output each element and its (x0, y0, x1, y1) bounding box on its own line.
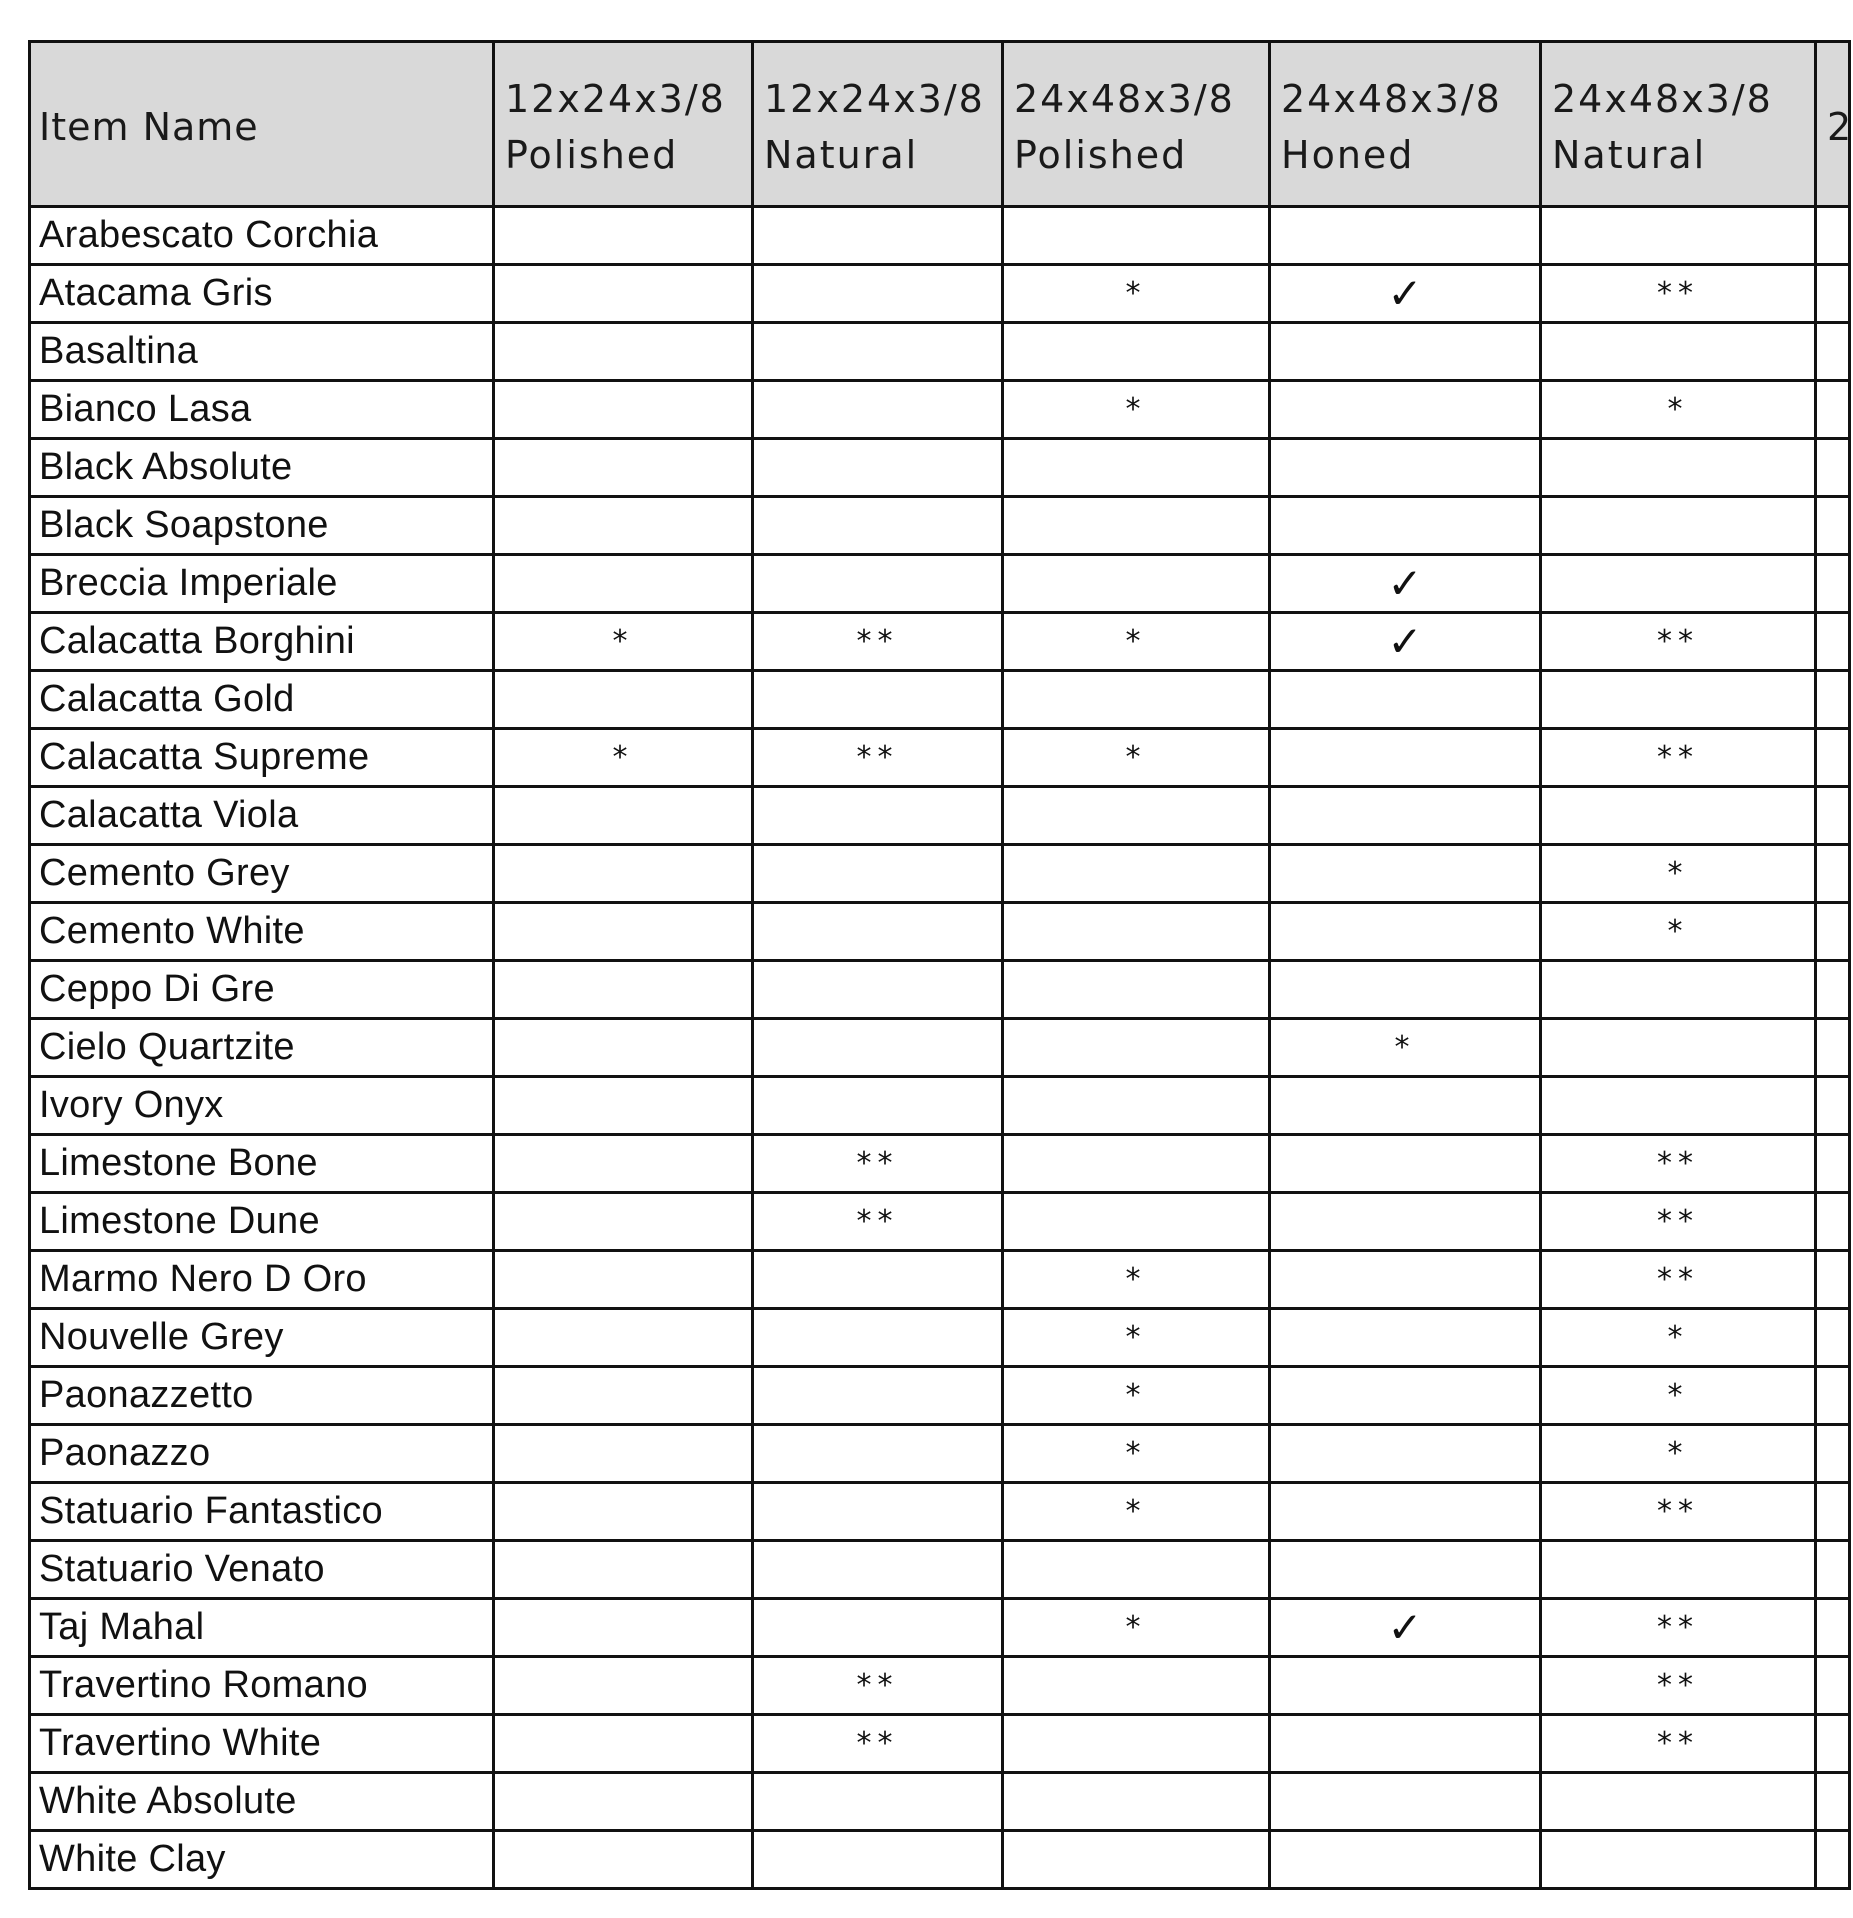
empty-cell (753, 787, 1003, 845)
empty-cell (494, 1019, 753, 1077)
table-row (30, 207, 1850, 265)
table-row (30, 1019, 1850, 1077)
item-name-cell: Calacatta Borghini (30, 613, 494, 671)
empty-cell (1541, 207, 1816, 265)
empty-cell (1003, 1715, 1270, 1773)
item-name-cell: Atacama Gris (30, 265, 494, 323)
table-row (30, 671, 1850, 729)
availability-mark-cell: * (1003, 1367, 1270, 1425)
availability-mark-cell: * (1003, 729, 1270, 787)
item-name-cell: Cemento Grey (30, 845, 494, 903)
empty-cell (1816, 903, 1850, 961)
table-row (30, 787, 1850, 845)
empty-cell (1816, 1193, 1850, 1251)
empty-cell (1816, 845, 1850, 903)
checkmark-cell: ✓ (1270, 265, 1541, 323)
empty-cell (494, 1425, 753, 1483)
availability-mark-cell: ** (753, 1657, 1003, 1715)
availability-mark-cell: ** (1541, 1135, 1816, 1193)
empty-cell (494, 671, 753, 729)
empty-cell (753, 497, 1003, 555)
table-row (30, 265, 1850, 323)
empty-cell (1003, 1773, 1270, 1831)
empty-cell (1816, 1367, 1850, 1425)
availability-mark-cell: * (1003, 265, 1270, 323)
empty-cell (753, 207, 1003, 265)
availability-mark-cell: * (1003, 613, 1270, 671)
empty-cell (1270, 903, 1541, 961)
availability-mark-cell: ** (753, 613, 1003, 671)
item-name-cell: Statuario Venato (30, 1541, 494, 1599)
availability-mark-cell: * (1541, 1425, 1816, 1483)
column-header: 24x48x3/8 Honed (1270, 42, 1541, 207)
availability-mark-cell: ** (1541, 1599, 1816, 1657)
table-row (30, 1831, 1850, 1889)
table-row (30, 381, 1850, 439)
empty-cell (1816, 1425, 1850, 1483)
empty-cell (1003, 207, 1270, 265)
empty-cell (494, 1483, 753, 1541)
empty-cell (1541, 323, 1816, 381)
empty-cell (1541, 439, 1816, 497)
item-name-cell: Calacatta Viola (30, 787, 494, 845)
table-row (30, 1193, 1850, 1251)
empty-cell (494, 1193, 753, 1251)
availability-mark-cell: ** (1541, 1715, 1816, 1773)
empty-cell (1541, 555, 1816, 613)
table-row (30, 845, 1850, 903)
empty-cell (753, 555, 1003, 613)
availability-mark-cell: * (1003, 1425, 1270, 1483)
empty-cell (1270, 1715, 1541, 1773)
table-header (30, 42, 1853, 207)
empty-cell (494, 207, 753, 265)
table-row (30, 1367, 1850, 1425)
table-row (30, 1309, 1850, 1367)
item-name-cell: Travertino White (30, 1715, 494, 1773)
table-row (30, 1715, 1850, 1773)
item-name-cell: Basaltina (30, 323, 494, 381)
availability-mark-cell: ** (1541, 1657, 1816, 1715)
empty-cell (1270, 1657, 1541, 1715)
table-row (30, 323, 1850, 381)
table-row (30, 1541, 1850, 1599)
empty-cell (1816, 787, 1850, 845)
item-name-cell: Cielo Quartzite (30, 1019, 494, 1077)
availability-mark-cell: * (1541, 1367, 1816, 1425)
availability-mark-cell: * (1003, 1251, 1270, 1309)
empty-cell (1816, 1831, 1850, 1889)
empty-cell (1003, 1193, 1270, 1251)
empty-cell (753, 671, 1003, 729)
empty-cell (1816, 265, 1850, 323)
empty-cell (1270, 1541, 1541, 1599)
empty-cell (1270, 1251, 1541, 1309)
empty-cell (1816, 1773, 1850, 1831)
item-name-cell: Ivory Onyx (30, 1077, 494, 1135)
empty-cell (1270, 729, 1541, 787)
item-name-cell: Nouvelle Grey (30, 1309, 494, 1367)
empty-cell (1541, 961, 1816, 1019)
availability-mark-cell: * (1270, 1019, 1541, 1077)
empty-cell (753, 381, 1003, 439)
empty-cell (1270, 323, 1541, 381)
column-header: 12x24x3/8 Natural (753, 42, 1003, 207)
empty-cell (494, 845, 753, 903)
empty-cell (1270, 1773, 1541, 1831)
empty-cell (1816, 381, 1850, 439)
empty-cell (1270, 497, 1541, 555)
empty-cell (753, 1773, 1003, 1831)
table-row (30, 1077, 1850, 1135)
table-row (30, 555, 1850, 613)
empty-cell (1816, 613, 1850, 671)
empty-cell (1816, 1309, 1850, 1367)
availability-mark-cell: ** (1541, 613, 1816, 671)
column-header-item-name: Item Name (30, 42, 494, 207)
empty-cell (1816, 555, 1850, 613)
availability-mark-cell: * (494, 613, 753, 671)
empty-cell (1270, 1367, 1541, 1425)
empty-cell (753, 1367, 1003, 1425)
item-name-cell: Ceppo Di Gre (30, 961, 494, 1019)
empty-cell (494, 903, 753, 961)
availability-mark-cell: ** (1541, 1251, 1816, 1309)
availability-mark-cell: * (1003, 1599, 1270, 1657)
table-row (30, 439, 1850, 497)
empty-cell (1270, 1831, 1541, 1889)
item-name-cell: Taj Mahal (30, 1599, 494, 1657)
empty-cell (753, 1251, 1003, 1309)
table-row (30, 1483, 1850, 1541)
empty-cell (494, 439, 753, 497)
empty-cell (1816, 1483, 1850, 1541)
empty-cell (494, 1135, 753, 1193)
empty-cell (1270, 207, 1541, 265)
empty-cell (1003, 845, 1270, 903)
empty-cell (1003, 787, 1270, 845)
empty-cell (1270, 1077, 1541, 1135)
empty-cell (494, 787, 753, 845)
empty-cell (753, 1831, 1003, 1889)
empty-cell (1270, 1193, 1541, 1251)
empty-cell (753, 961, 1003, 1019)
empty-cell (1816, 1599, 1850, 1657)
table-row (30, 729, 1850, 787)
table-row (30, 613, 1850, 671)
empty-cell (1816, 497, 1850, 555)
checkmark-cell: ✓ (1270, 613, 1541, 671)
empty-cell (1541, 787, 1816, 845)
item-name-cell: Calacatta Supreme (30, 729, 494, 787)
availability-mark-cell: ** (753, 1715, 1003, 1773)
empty-cell (494, 381, 753, 439)
empty-cell (1816, 961, 1850, 1019)
empty-cell (1541, 1831, 1816, 1889)
empty-cell (753, 1077, 1003, 1135)
item-name-cell: Arabescato Corchia (30, 207, 494, 265)
table-row (30, 903, 1850, 961)
empty-cell (1816, 1135, 1850, 1193)
empty-cell (1541, 1019, 1816, 1077)
empty-cell (494, 1309, 753, 1367)
checkmark-cell: ✓ (1270, 1599, 1541, 1657)
empty-cell (1816, 323, 1850, 381)
availability-mark-cell: * (1541, 845, 1816, 903)
availability-mark-cell: ** (753, 729, 1003, 787)
empty-cell (753, 323, 1003, 381)
empty-cell (494, 497, 753, 555)
empty-cell (1816, 1715, 1850, 1773)
column-header: 24x48x3/8 Polished (1003, 42, 1270, 207)
empty-cell (753, 1483, 1003, 1541)
empty-cell (1541, 1773, 1816, 1831)
empty-cell (1541, 1541, 1816, 1599)
empty-cell (1270, 1309, 1541, 1367)
empty-cell (1003, 1135, 1270, 1193)
empty-cell (1270, 961, 1541, 1019)
availability-mark-cell: ** (1541, 1483, 1816, 1541)
availability-mark-cell: ** (1541, 265, 1816, 323)
empty-cell (494, 961, 753, 1019)
empty-cell (1270, 1425, 1541, 1483)
item-name-cell: Bianco Lasa (30, 381, 494, 439)
table-row (30, 1251, 1850, 1309)
availability-mark-cell: * (494, 729, 753, 787)
empty-cell (1816, 671, 1850, 729)
availability-mark-cell: * (1541, 1309, 1816, 1367)
empty-cell (494, 1367, 753, 1425)
empty-cell (753, 903, 1003, 961)
header-row (30, 42, 1850, 207)
empty-cell (1003, 439, 1270, 497)
empty-cell (1270, 439, 1541, 497)
empty-cell (1003, 1831, 1270, 1889)
availability-mark-cell: ** (753, 1135, 1003, 1193)
table-row (30, 1135, 1850, 1193)
availability-mark-cell: * (1003, 381, 1270, 439)
empty-cell (1270, 1135, 1541, 1193)
empty-cell (1270, 787, 1541, 845)
empty-cell (1003, 497, 1270, 555)
empty-cell (1003, 1657, 1270, 1715)
item-name-cell: Breccia Imperiale (30, 555, 494, 613)
empty-cell (1270, 671, 1541, 729)
empty-cell (494, 1077, 753, 1135)
empty-cell (1816, 1657, 1850, 1715)
table-row (30, 1773, 1850, 1831)
empty-cell (1541, 497, 1816, 555)
availability-mark-cell: ** (753, 1193, 1003, 1251)
empty-cell (1816, 1541, 1850, 1599)
item-name-cell: Marmo Nero D Oro (30, 1251, 494, 1309)
item-name-cell: Limestone Dune (30, 1193, 494, 1251)
item-name-cell: Black Absolute (30, 439, 494, 497)
empty-cell (1003, 903, 1270, 961)
empty-cell (494, 1251, 753, 1309)
item-name-cell: Paonazzetto (30, 1367, 494, 1425)
availability-mark-cell: * (1003, 1483, 1270, 1541)
empty-cell (1816, 207, 1850, 265)
item-name-cell: Cemento White (30, 903, 494, 961)
availability-mark-cell: * (1541, 903, 1816, 961)
column-header: 24x48x3/8 Natural (1541, 42, 1816, 207)
availability-mark-cell: ** (1541, 1193, 1816, 1251)
availability-mark-cell: ** (1541, 729, 1816, 787)
empty-cell (1270, 381, 1541, 439)
empty-cell (1816, 1251, 1850, 1309)
table-row (30, 961, 1850, 1019)
empty-cell (753, 439, 1003, 497)
availability-mark-cell: * (1541, 381, 1816, 439)
table-row (30, 1599, 1850, 1657)
empty-cell (753, 1309, 1003, 1367)
empty-cell (1003, 1019, 1270, 1077)
table-body (30, 207, 1850, 1889)
empty-cell (1816, 1019, 1850, 1077)
empty-cell (1003, 1077, 1270, 1135)
empty-cell (1816, 729, 1850, 787)
empty-cell (753, 845, 1003, 903)
item-name-cell: Paonazzo (30, 1425, 494, 1483)
empty-cell (1541, 1077, 1816, 1135)
availability-table (28, 40, 1851, 1890)
empty-cell (494, 1773, 753, 1831)
empty-cell (753, 265, 1003, 323)
empty-cell (1003, 671, 1270, 729)
empty-cell (753, 1425, 1003, 1483)
item-name-cell: Statuario Fantastico (30, 1483, 494, 1541)
empty-cell (1816, 439, 1850, 497)
checkmark-cell: ✓ (1270, 555, 1541, 613)
item-name-cell: White Absolute (30, 1773, 494, 1831)
item-name-cell: Calacatta Gold (30, 671, 494, 729)
empty-cell (494, 555, 753, 613)
empty-cell (1541, 671, 1816, 729)
empty-cell (494, 265, 753, 323)
column-header: 12x24x3/8 Polished (494, 42, 753, 207)
empty-cell (1270, 845, 1541, 903)
item-name-cell: White Clay (30, 1831, 494, 1889)
table-row (30, 497, 1850, 555)
empty-cell (1270, 1483, 1541, 1541)
empty-cell (494, 323, 753, 381)
table-row (30, 1657, 1850, 1715)
empty-cell (494, 1599, 753, 1657)
column-header-cut-off: 2 (1816, 42, 1850, 207)
item-name-cell: Limestone Bone (30, 1135, 494, 1193)
empty-cell (753, 1541, 1003, 1599)
empty-cell (1003, 1541, 1270, 1599)
item-name-cell: Black Soapstone (30, 497, 494, 555)
empty-cell (1816, 1077, 1850, 1135)
availability-mark-cell: * (1003, 1309, 1270, 1367)
table-row (30, 1425, 1850, 1483)
empty-cell (494, 1831, 753, 1889)
item-name-cell: Travertino Romano (30, 1657, 494, 1715)
empty-cell (1003, 555, 1270, 613)
availability-table-container (28, 40, 1853, 1890)
empty-cell (753, 1019, 1003, 1077)
empty-cell (753, 1599, 1003, 1657)
empty-cell (494, 1715, 753, 1773)
empty-cell (494, 1541, 753, 1599)
empty-cell (1003, 323, 1270, 381)
empty-cell (1003, 961, 1270, 1019)
empty-cell (494, 1657, 753, 1715)
